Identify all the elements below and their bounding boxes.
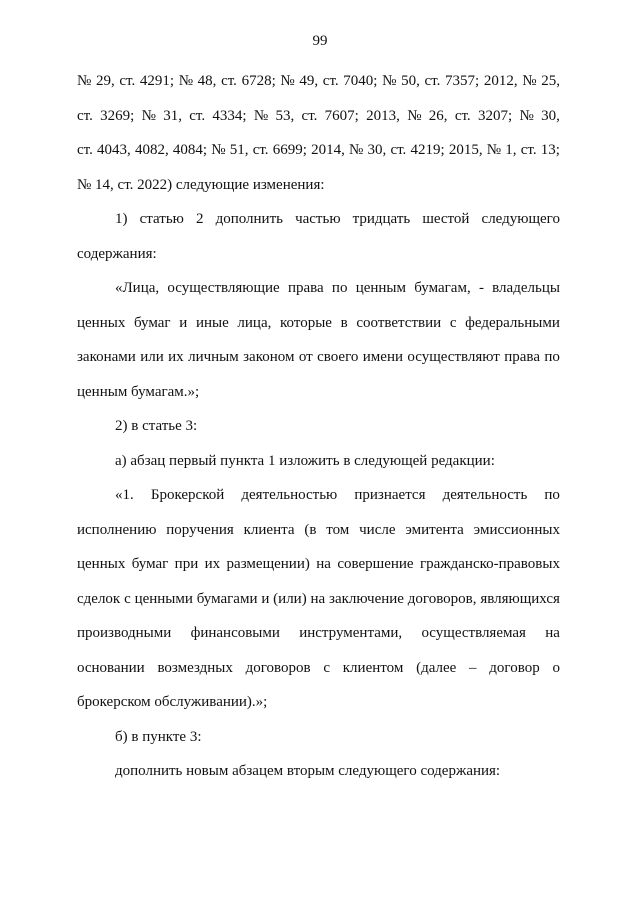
word: размещении) (226, 556, 310, 572)
word: и (179, 314, 188, 331)
word: ст. (520, 142, 537, 158)
word: осуществляемая (421, 625, 526, 641)
word: ценных (77, 314, 126, 331)
word: 31, (163, 107, 182, 124)
word: 4084; (172, 142, 208, 158)
word: бумагам, (414, 280, 471, 296)
word: 1, (505, 142, 517, 158)
word: – (469, 659, 477, 676)
word: сделок (77, 590, 121, 607)
word: на (310, 590, 326, 607)
word: соответствии (356, 314, 442, 331)
word: 4334; (212, 107, 247, 124)
word: № (486, 142, 502, 158)
word: на (316, 556, 331, 572)
word: ст. (252, 142, 269, 158)
word: клиентом (342, 659, 404, 676)
word: ст. (77, 142, 93, 158)
word: Брокерской (150, 487, 225, 503)
word: «1. (115, 487, 134, 503)
word: законом (243, 349, 295, 365)
text-line: б) в пункте 3: (115, 728, 202, 745)
word: бумаг (131, 556, 169, 572)
word: договор (489, 659, 540, 676)
word: № (519, 107, 534, 124)
text-line: содержания: (77, 245, 157, 262)
word: ст. (301, 107, 318, 124)
word: по (544, 349, 560, 365)
text-line: а) абзац первый пункта 1 изложить в следующей редакции: (115, 452, 495, 469)
word: 13; (540, 142, 560, 158)
word: № (141, 107, 156, 124)
word: исполнению (77, 521, 157, 538)
word: № (280, 73, 295, 89)
paragraph-legislation-references (77, 64, 560, 202)
word: заключение (329, 590, 404, 607)
word: бумаг (134, 314, 171, 331)
word: законами (77, 349, 136, 365)
word: и (261, 590, 270, 607)
word: ст. (221, 73, 237, 89)
word: признается (354, 487, 426, 503)
word: ст. (189, 107, 206, 124)
text-line (77, 513, 560, 548)
text-line: дополнить новым абзацем вторым следующего содержания: (115, 763, 501, 779)
word: - (478, 280, 484, 296)
word: в (340, 314, 348, 331)
word: финансовыми (190, 625, 280, 641)
text-line: 2) в статье 3: (115, 418, 198, 434)
word: 7357; (444, 73, 480, 89)
word: (в (304, 521, 317, 538)
word: своего (317, 349, 359, 365)
document-body (77, 64, 560, 789)
word: с (323, 659, 331, 676)
word: деятельностью (241, 487, 338, 503)
word: статью (139, 211, 184, 227)
text-line: брокерском обслуживании).»; (77, 694, 268, 710)
word: их (204, 556, 221, 572)
text-line (77, 271, 560, 306)
text-line (77, 651, 560, 686)
word: бумагами (196, 590, 258, 607)
text-line (77, 340, 560, 375)
word: договоров, (407, 590, 477, 607)
word: с (449, 314, 457, 331)
word: 3269; (100, 107, 135, 124)
word: 4291; (139, 73, 175, 89)
page-number: 99 (312, 33, 328, 49)
word: эмитента (405, 521, 464, 538)
word: ценными (134, 590, 193, 607)
word: производными (77, 625, 172, 641)
word: (далее (416, 659, 457, 676)
paragraph-item-1 (77, 202, 560, 271)
word: деятельность (442, 487, 528, 503)
text-line (77, 547, 560, 582)
word: дополнить (215, 211, 283, 227)
word: 4219; (410, 142, 445, 158)
word: (или) (273, 590, 307, 607)
text-line: № 14, ст. 2022) следующие изменения: (77, 176, 325, 193)
word: которые (280, 314, 332, 331)
word: 7607; (324, 107, 359, 124)
word: 25, (541, 73, 560, 89)
word: по (544, 487, 560, 503)
word: при (174, 556, 199, 572)
word: ст. (322, 73, 339, 89)
word: личным (188, 349, 239, 365)
word: 49, (299, 73, 319, 89)
word: № (211, 142, 226, 158)
word: шестой (422, 211, 470, 227)
word: ст. (454, 107, 471, 124)
text-line (77, 582, 560, 617)
word: возмездных (157, 659, 233, 676)
word: 30, (541, 107, 560, 124)
word: тридцать (352, 211, 411, 227)
word: являющихся (480, 590, 560, 607)
word: на (545, 625, 560, 641)
word: ст. (119, 73, 136, 89)
word: частью (295, 211, 341, 227)
word: ст. (390, 142, 407, 158)
word: № (382, 73, 397, 89)
word: 1) (115, 211, 128, 227)
text-line (77, 306, 560, 341)
word: ценным (355, 280, 406, 296)
word: ст. (77, 107, 93, 124)
word: 7040; (343, 73, 378, 89)
word: 2015, (448, 142, 483, 158)
paragraph-item-2b (77, 720, 560, 755)
paragraph-item-2a (77, 444, 560, 479)
word: 51, (229, 142, 249, 158)
word: № (407, 107, 422, 124)
word: 53, (275, 107, 295, 124)
word: 30, (367, 142, 387, 158)
word: от (298, 349, 313, 365)
word: совершение (337, 556, 414, 572)
word: 29, (95, 73, 115, 89)
word: «Лица, (115, 280, 160, 296)
word: их (168, 349, 184, 365)
text-line: ценным бумагам.»; (77, 383, 200, 400)
word: клиента (243, 521, 295, 538)
word: осуществляющие (167, 280, 280, 296)
paragraph-quote-brokerage (77, 478, 560, 720)
word: № (77, 73, 92, 89)
word: по (331, 280, 348, 296)
paragraph-add-abzac (77, 754, 560, 789)
word: права (287, 280, 324, 296)
word: 3207; (477, 107, 513, 124)
word: 2012, (483, 73, 518, 89)
text-line (77, 99, 560, 134)
word: 6728; (241, 73, 276, 89)
word: поручения (166, 521, 234, 538)
word: о (552, 659, 560, 676)
word: 2 (195, 211, 204, 227)
word: иные (195, 314, 229, 331)
word: эмиссионных (473, 521, 560, 538)
text-line (77, 202, 560, 237)
word: ценных (77, 556, 126, 572)
text-line (77, 478, 560, 513)
text-line (77, 133, 560, 168)
word: договоров (245, 659, 311, 676)
word: числе (359, 521, 396, 538)
word: основании (77, 659, 145, 676)
word: имени (362, 349, 403, 365)
word: 2013, (366, 107, 400, 124)
word: том (326, 521, 350, 538)
word: владельцы (492, 280, 560, 296)
paragraph-quote-persons (77, 271, 560, 409)
word: права (504, 349, 540, 365)
text-line (77, 616, 560, 651)
text-line (77, 64, 560, 99)
word: или (140, 349, 164, 365)
word: лица, (237, 314, 272, 331)
word: инструментами, (299, 625, 403, 641)
paragraph-item-2 (77, 409, 560, 444)
word: осуществляют (407, 349, 500, 365)
word: 26, (428, 107, 448, 124)
word: федеральными (465, 314, 560, 331)
word: с (124, 590, 131, 607)
word: 2014, (311, 142, 345, 158)
word: следующего (481, 211, 560, 227)
word: 48, (197, 73, 217, 89)
word: № (253, 107, 269, 124)
word: 6699; (272, 142, 307, 158)
word: 50, (401, 73, 420, 89)
word: 4082, (134, 142, 169, 158)
word: № (349, 142, 364, 158)
word: № (522, 73, 537, 89)
word: ст. (424, 73, 441, 89)
word: 4043, (97, 142, 131, 158)
word: № (178, 73, 194, 89)
word: гражданско-правовых (419, 556, 560, 572)
